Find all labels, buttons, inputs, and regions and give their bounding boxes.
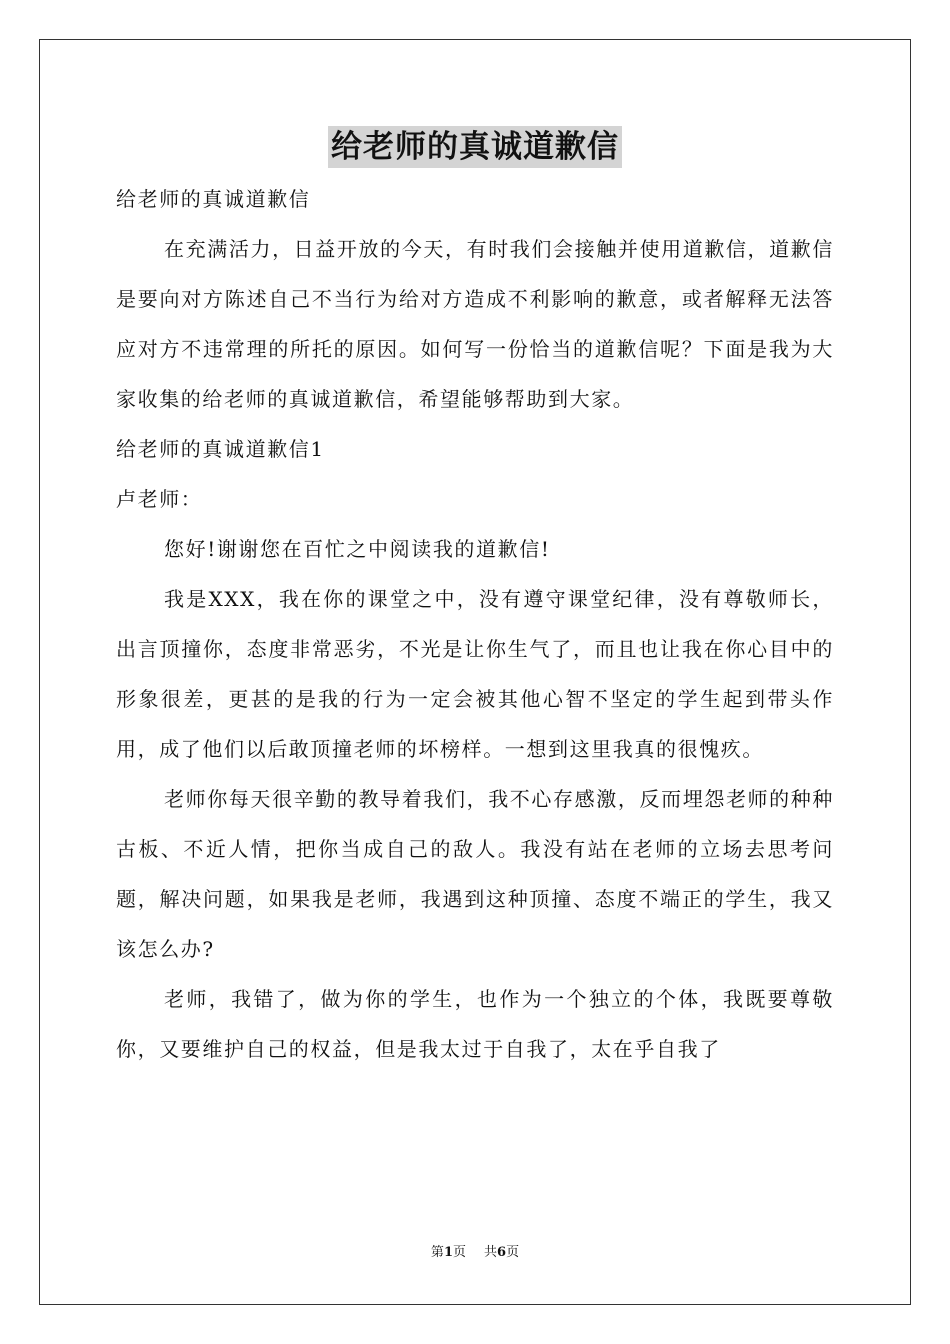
paragraph-salutation: 卢老师： <box>116 487 203 511</box>
paragraph-body-3: 老师，我错了，做为你的学生，也作为一个独立的个体，我既要尊敬你，又要维护自己的权益，但是我太过于自我了，太在乎自我了 <box>116 987 834 1061</box>
paragraph-section-heading: 给老师的真诚道歉信1 <box>116 437 325 461</box>
footer-page-unit: 页 <box>452 1245 466 1260</box>
paragraph-body-2: 老师你每天很辛勤的教导着我们，我不心存感激，反而埋怨老师的种种古板、不近人情，把你当成自己的敌人。我没有站在老师的立场去思考问题，解决问题，如果我是老师，我遇到这种顶撞、态度不端正的学生，我又该怎么办? <box>116 787 834 961</box>
document-title: 给老师的真诚道歉信 <box>328 126 622 168</box>
page-footer <box>0 1244 950 1262</box>
footer-page-prefix: 第 <box>430 1245 444 1260</box>
title-container <box>0 126 950 168</box>
paragraph-greeting: 您好!谢谢您在百忙之中阅读我的道歉信! <box>164 537 551 561</box>
paragraph-subtitle: 给老师的真诚道歉信 <box>116 187 311 211</box>
paragraph-body-1: 我是XXX，我在你的课堂之中，没有遵守课堂纪律，没有尊敬师长，出言顶撞你，态度非常恶劣，不光是让你生气了，而且也让我在你心目中的形象很差，更甚的是我的行为一定会被其他心智不坚定的学生起到带头作用，成了他们以后敢顶撞老师的坏榜样。一想到这里我真的很愧疚。 <box>116 587 834 761</box>
footer-page-current: 1 <box>443 1245 453 1260</box>
document-body <box>116 174 834 1074</box>
paragraph-intro: 在充满活力，日益开放的今天，有时我们会接触并使用道歉信，道歉信是要向对方陈述自己不当行为给对方造成不利影响的歉意，或者解释无法答应对方不违常理的所托的原因。如何写一份恰当的道歉信呢？下面是我为大家收集的给老师的真诚道歉信，希望能够帮助到大家。 <box>116 237 834 411</box>
footer-total-prefix: 共 <box>484 1245 498 1260</box>
footer-total-unit: 页 <box>506 1245 520 1260</box>
footer-page-total: 6 <box>497 1245 507 1260</box>
